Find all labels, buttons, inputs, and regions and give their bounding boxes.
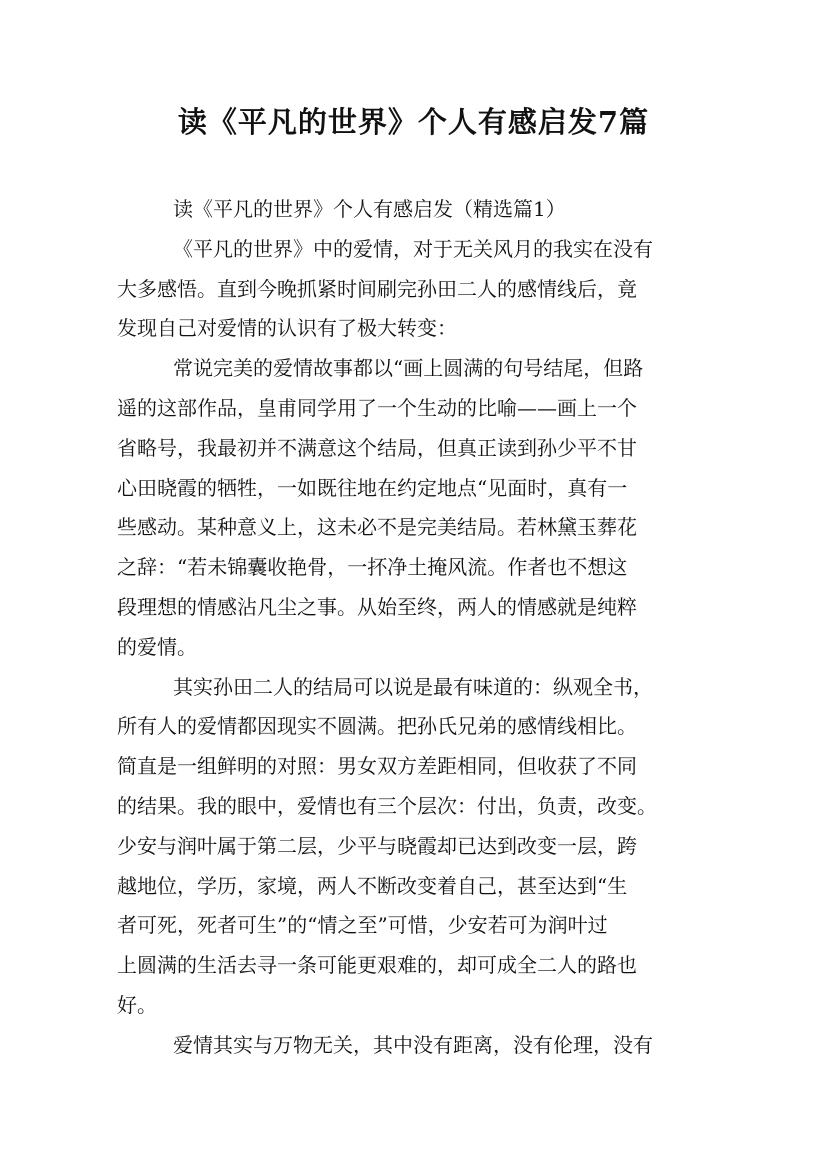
paragraph-line: 常说完美的爱情故事都以“画上圆满的句号结尾，但路 — [173, 356, 644, 381]
paragraph-line: 简直是一组鲜明的对照：男女双方差距相同，但收获了不同 — [117, 754, 637, 779]
paragraph-line: 越地位，学历，家境，两人不断改变着自己，甚至达到“生 — [117, 873, 628, 898]
paragraph-line: 好。 — [117, 992, 157, 1017]
paragraph-line: 少安与润叶属于第二层，少平与晓霞却已达到改变一层，跨 — [117, 833, 637, 858]
paragraph-line: 段理想的情感沾凡尘之事。从始至终，两人的情感就是纯粹 — [117, 594, 637, 619]
paragraph-line: 上圆满的生活去寻一条可能更艰难的，却可成全二人的路也 — [117, 953, 637, 978]
paragraph-line: 之辞：“若未锦囊收艳骨，一抔净土掩风流。作者也不想这 — [117, 555, 628, 580]
paragraph-line: 者可死，死者可生”的“情之至”可惜，少安若可为润叶过 — [117, 913, 608, 938]
paragraph-line: 爱情其实与万物无关，其中没有距离，没有伦理，没有 — [173, 1032, 653, 1057]
paragraph-line: 心田晓霞的牺牲，一如既往地在约定地点“见面时，真有一 — [117, 475, 628, 500]
paragraph-line: 《平凡的世界》中的爱情，对于无关风月的我实在没有 — [173, 236, 653, 261]
paragraph-line: 大多感悟。直到今晚抓紧时间刷完孙田二人的感情线后，竟 — [117, 276, 637, 301]
document-title: 读《平凡的世界》个人有感启发7篇 — [177, 105, 650, 139]
paragraph-line: 发现自己对爱情的认识有了极大转变： — [117, 316, 457, 341]
paragraph-line: 的结果。我的眼中，爱情也有三个层次：付出，负责，改变。 — [117, 793, 657, 818]
document-body — [117, 190, 712, 1066]
paragraph-line: 所有人的爱情都因现实不圆满。把孙氏兄弟的感情线相比。 — [117, 714, 637, 739]
section-heading: 读《平凡的世界》个人有感启发（精选篇1） — [173, 197, 566, 221]
paragraph-line: 其实孙田二人的结局可以说是最有味道的：纵观全书， — [173, 674, 653, 699]
paragraph-line: 的爱情。 — [117, 634, 197, 659]
paragraph-line: 省略号，我最初并不满意这个结局，但真正读到孙少平不甘 — [117, 435, 637, 460]
paragraph-line: 遥的这部作品，皇甫同学用了一个生动的比喻——画上一个 — [117, 395, 637, 420]
paragraph-line: 些感动。某种意义上，这未必不是完美结局。若林黛玉葬花 — [117, 515, 637, 540]
